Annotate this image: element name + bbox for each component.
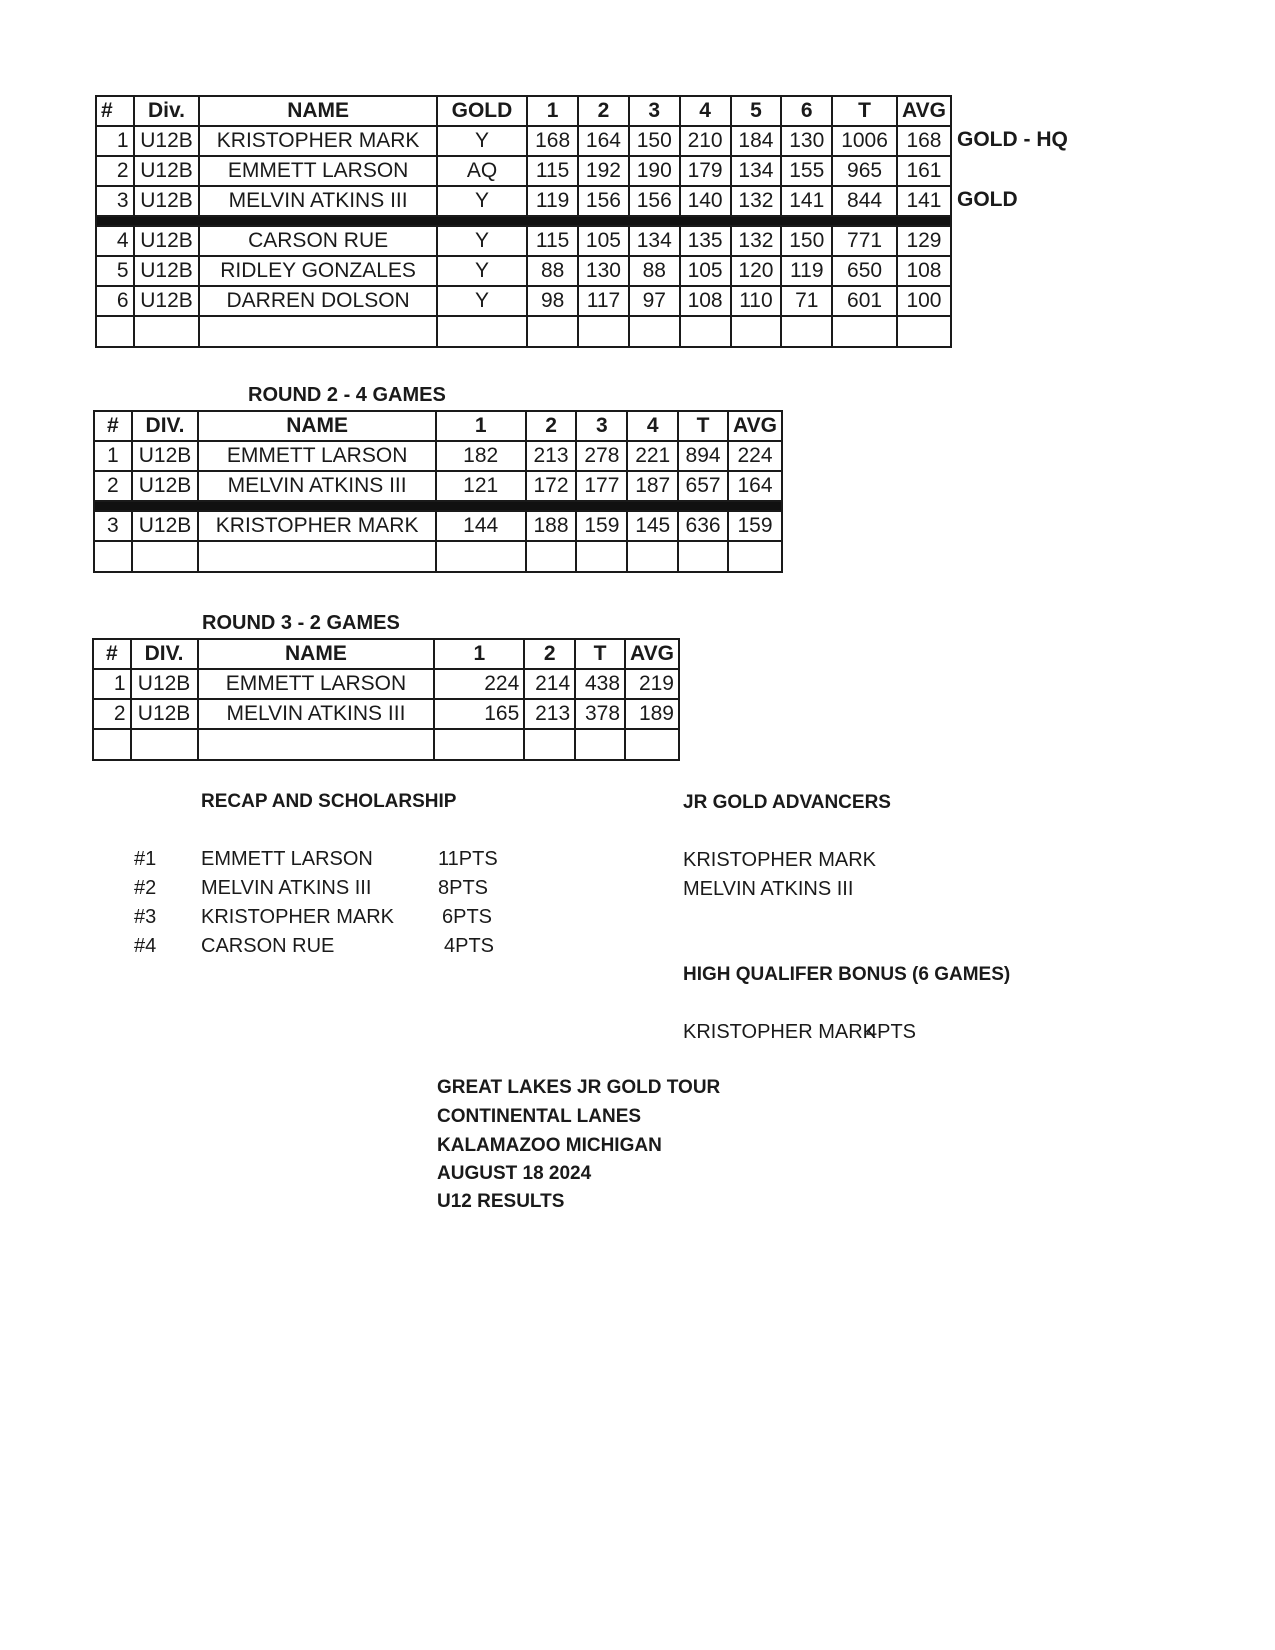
blank-row: [93, 729, 679, 760]
cell: 894: [678, 441, 728, 471]
cell: 214: [524, 669, 575, 699]
cell: MELVIN ATKINS III: [198, 471, 435, 501]
header-row: [94, 411, 782, 441]
cell: EMMETT LARSON: [199, 156, 436, 186]
cell: 145: [627, 511, 678, 541]
recap-title: RECAP AND SCHOLARSHIP: [201, 791, 457, 812]
table-row: [96, 186, 951, 216]
cell: KRISTOPHER MARK: [198, 511, 435, 541]
recap-rank: #2: [134, 877, 157, 899]
cell: U12B: [131, 669, 198, 699]
recap-name: EMMETT LARSON: [201, 848, 373, 870]
cell: 221: [627, 441, 678, 471]
cell: 150: [781, 226, 832, 256]
cell: 189: [625, 699, 679, 729]
col-header: Div.: [134, 96, 200, 126]
cell: 135: [680, 226, 731, 256]
col-header: T: [832, 96, 897, 126]
empty-cell: [526, 541, 577, 572]
cell: Y: [437, 286, 527, 316]
cell: U12B: [134, 256, 200, 286]
cell: 190: [629, 156, 680, 186]
cell: 278: [576, 441, 627, 471]
cell: DARREN DOLSON: [199, 286, 436, 316]
cell: 213: [524, 699, 575, 729]
col-header: 3: [576, 411, 627, 441]
cell: 192: [578, 156, 629, 186]
cell: 650: [832, 256, 897, 286]
cell: 129: [897, 226, 951, 256]
cell: 965: [832, 156, 897, 186]
recap-pts: 6PTS: [442, 906, 493, 928]
cell: CARSON RUE: [199, 226, 436, 256]
col-header: 4: [627, 411, 678, 441]
cell: 115: [527, 156, 578, 186]
table-row: [94, 511, 782, 541]
cell: 188: [526, 511, 577, 541]
cell: 164: [728, 471, 782, 501]
cell: 184: [731, 126, 782, 156]
cell: 179: [680, 156, 731, 186]
cell: 121: [436, 471, 526, 501]
cell: 213: [526, 441, 577, 471]
cell: 108: [680, 286, 731, 316]
col-header: DIV.: [132, 411, 199, 441]
col-header: T: [678, 411, 728, 441]
advancer-name: KRISTOPHER MARK: [683, 849, 876, 871]
cell: 110: [731, 286, 782, 316]
col-header: 4: [680, 96, 731, 126]
cell: 2: [96, 156, 134, 186]
cell: Y: [437, 186, 527, 216]
empty-cell: [198, 729, 435, 760]
empty-cell: [678, 541, 728, 572]
empty-cell: [731, 316, 782, 347]
col-header: 1: [436, 411, 526, 441]
cell: 172: [526, 471, 577, 501]
empty-cell: [434, 729, 524, 760]
recap-rank: #1: [134, 848, 157, 870]
col-header: NAME: [198, 411, 435, 441]
col-header: 5: [731, 96, 782, 126]
table-row: [96, 226, 951, 256]
footer-line: GREAT LAKES JR GOLD TOUR: [437, 1077, 721, 1098]
cell: 100: [897, 286, 951, 316]
cell: 120: [731, 256, 782, 286]
empty-cell: [897, 316, 951, 347]
recap-rank: #4: [134, 935, 157, 957]
cell: 165: [434, 699, 524, 729]
cell: U12B: [134, 226, 200, 256]
cell: Y: [437, 256, 527, 286]
cell: Y: [437, 226, 527, 256]
col-header: 2: [524, 639, 575, 669]
cell: 119: [527, 186, 578, 216]
advancers-title: JR GOLD ADVANCERS: [683, 792, 891, 813]
cell: 156: [629, 186, 680, 216]
empty-cell: [94, 541, 132, 572]
hq-bonus-title: HIGH QUALIFER BONUS (6 GAMES): [683, 964, 1011, 985]
gold-note: GOLD: [957, 188, 1018, 211]
empty-cell: [625, 729, 679, 760]
cell: 71: [781, 286, 832, 316]
cut-line-bar: [94, 501, 782, 511]
empty-cell: [627, 541, 678, 572]
cell: 105: [680, 256, 731, 286]
cell: 224: [728, 441, 782, 471]
cell: RIDLEY GONZALES: [199, 256, 436, 286]
cell: 130: [578, 256, 629, 286]
recap-rank: #3: [134, 906, 157, 928]
table-row: [94, 471, 782, 501]
cell: 88: [629, 256, 680, 286]
cell: 168: [527, 126, 578, 156]
cell: 115: [527, 226, 578, 256]
cell: 6: [96, 286, 134, 316]
round3-table: [92, 638, 680, 761]
cell: 108: [897, 256, 951, 286]
cell: 3: [96, 186, 134, 216]
cell: KRISTOPHER MARK: [199, 126, 436, 156]
col-header: 3: [629, 96, 680, 126]
cell: 219: [625, 669, 679, 699]
cell: 177: [576, 471, 627, 501]
col-header: DIV.: [131, 639, 198, 669]
round2-title: ROUND 2 - 4 GAMES: [248, 384, 446, 406]
col-header: 1: [527, 96, 578, 126]
table-row: [96, 256, 951, 286]
cell: 141: [781, 186, 832, 216]
empty-cell: [437, 316, 527, 347]
col-header: T: [575, 639, 625, 669]
empty-cell: [131, 729, 198, 760]
cut-line: [94, 501, 782, 511]
cell: 134: [629, 226, 680, 256]
header-row: [96, 96, 951, 126]
empty-cell: [578, 316, 629, 347]
cell: 771: [832, 226, 897, 256]
col-header: AVG: [625, 639, 679, 669]
cell: 2: [93, 699, 131, 729]
empty-cell: [781, 316, 832, 347]
cell: U12B: [132, 471, 199, 501]
header-row: [93, 639, 679, 669]
gold-hq-note: GOLD - HQ: [957, 128, 1068, 151]
cell: 3: [94, 511, 132, 541]
table-row: [93, 699, 679, 729]
cell: 130: [781, 126, 832, 156]
col-header: #: [96, 96, 134, 126]
cell: 5: [96, 256, 134, 286]
cell: 156: [578, 186, 629, 216]
col-header: #: [94, 411, 132, 441]
empty-cell: [728, 541, 782, 572]
cell: 224: [434, 669, 524, 699]
cell: EMMETT LARSON: [198, 441, 435, 471]
cell: MELVIN ATKINS III: [198, 699, 435, 729]
cell: U12B: [134, 186, 200, 216]
cell: 1: [94, 441, 132, 471]
cell: 844: [832, 186, 897, 216]
recap-name: MELVIN ATKINS III: [201, 877, 372, 899]
cell: 140: [680, 186, 731, 216]
round3-title: ROUND 3 - 2 GAMES: [202, 612, 400, 634]
cell: U12B: [131, 699, 198, 729]
table-row: [94, 441, 782, 471]
col-header: 6: [781, 96, 832, 126]
cell: 657: [678, 471, 728, 501]
recap-pts: 8PTS: [438, 877, 489, 899]
cell: 210: [680, 126, 731, 156]
cell: 161: [897, 156, 951, 186]
col-header: NAME: [199, 96, 436, 126]
empty-cell: [436, 541, 526, 572]
empty-cell: [576, 541, 627, 572]
col-header: 2: [526, 411, 577, 441]
cell: EMMETT LARSON: [198, 669, 435, 699]
advancer-name: MELVIN ATKINS III: [683, 878, 854, 900]
cell: U12B: [132, 511, 199, 541]
recap-name: CARSON RUE: [201, 935, 335, 957]
cell: U12B: [132, 441, 199, 471]
empty-cell: [832, 316, 897, 347]
footer-line: U12 RESULTS: [437, 1191, 565, 1212]
cell: 4: [96, 226, 134, 256]
footer-line: CONTINENTAL LANES: [437, 1106, 642, 1127]
empty-cell: [524, 729, 575, 760]
cell: 2: [94, 471, 132, 501]
cell: 119: [781, 256, 832, 286]
empty-cell: [680, 316, 731, 347]
cell: 182: [436, 441, 526, 471]
cell: 1: [96, 126, 134, 156]
cell: 150: [629, 126, 680, 156]
cell: 636: [678, 511, 728, 541]
cell: U12B: [134, 126, 200, 156]
empty-cell: [132, 541, 199, 572]
empty-cell: [629, 316, 680, 347]
cell: 88: [527, 256, 578, 286]
footer-line: KALAMAZOO MICHIGAN: [437, 1135, 662, 1156]
col-header: GOLD: [437, 96, 527, 126]
col-header: 2: [578, 96, 629, 126]
cell: Y: [437, 126, 527, 156]
cell: 132: [731, 186, 782, 216]
blank-row: [94, 541, 782, 572]
blank-row: [96, 316, 951, 347]
cut-line-bar: [96, 216, 951, 226]
table-row: [93, 669, 679, 699]
table-row: [96, 286, 951, 316]
table-row: [96, 156, 951, 186]
cell: 159: [728, 511, 782, 541]
cell: 117: [578, 286, 629, 316]
round2-table: [93, 410, 783, 573]
cell: 438: [575, 669, 625, 699]
col-header: AVG: [897, 96, 951, 126]
empty-cell: [93, 729, 131, 760]
table-row: [96, 126, 951, 156]
col-header: 1: [434, 639, 524, 669]
cell: 159: [576, 511, 627, 541]
footer-line: AUGUST 18 2024: [437, 1163, 592, 1184]
cell: 134: [731, 156, 782, 186]
empty-cell: [134, 316, 200, 347]
empty-cell: [575, 729, 625, 760]
cut-line: [96, 216, 951, 226]
cell: 1006: [832, 126, 897, 156]
cell: 97: [629, 286, 680, 316]
col-header: AVG: [728, 411, 782, 441]
empty-cell: [527, 316, 578, 347]
cell: MELVIN ATKINS III: [199, 186, 436, 216]
cell: 105: [578, 226, 629, 256]
cell: 168: [897, 126, 951, 156]
cell: AQ: [437, 156, 527, 186]
round1-table: [95, 95, 952, 348]
cell: 378: [575, 699, 625, 729]
hq-bonus-pts: 4PTS: [866, 1021, 917, 1043]
cell: 141: [897, 186, 951, 216]
cell: 187: [627, 471, 678, 501]
cell: 164: [578, 126, 629, 156]
empty-cell: [96, 316, 134, 347]
recap-pts: 4PTS: [444, 935, 495, 957]
cell: 1: [93, 669, 131, 699]
cell: 98: [527, 286, 578, 316]
recap-pts: 11PTS: [438, 848, 498, 870]
recap-name: KRISTOPHER MARK: [201, 906, 394, 928]
cell: 155: [781, 156, 832, 186]
cell: U12B: [134, 156, 200, 186]
cell: U12B: [134, 286, 200, 316]
cell: 132: [731, 226, 782, 256]
col-header: #: [93, 639, 131, 669]
cell: 601: [832, 286, 897, 316]
empty-cell: [199, 316, 436, 347]
empty-cell: [198, 541, 435, 572]
cell: 144: [436, 511, 526, 541]
col-header: NAME: [198, 639, 435, 669]
hq-bonus-name: KRISTOPHER MARK: [683, 1021, 876, 1043]
